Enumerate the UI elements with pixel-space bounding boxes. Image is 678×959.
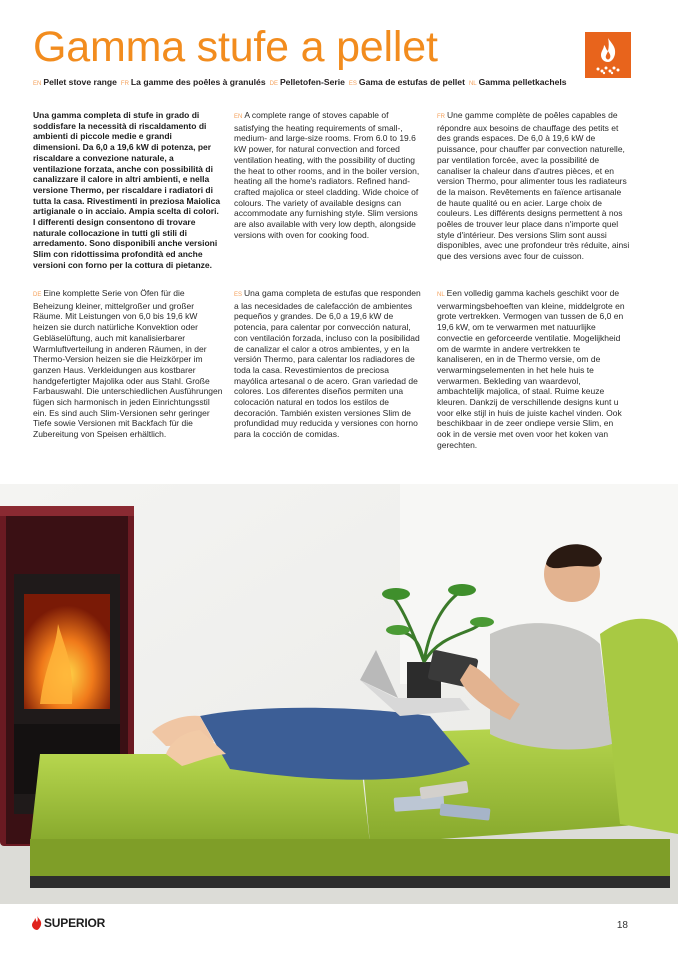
body-french: FR Une gamme complète de poêles capables de répondre aux besoins de chauffage des petits et des grands espaces. De 6,0 à 19,6 kW de puissance, pour chauffer par convection naturelle, par ventilation forcée, avec la possibilité de canaliser la chaleur dans d'autres pièces, et en version Thermo, pour alimenter tous les radiateurs de la maison. Revêtements en faïence artisanale de haute qualité ou en acier. Large choix de couleurs. Les différents designs permettent à nos poêles de trouver leur place dans n'importe quel style d'intérieur. Des versions Slim sont aussi disponibles, avec une profondeur très réduite, ainsi que des versions avec four de cuisson.	[437, 110, 630, 262]
subtitle-nl: NL Gamma pelletkachels	[468, 77, 567, 87]
subtitle-es: ES Gama de estufas de pellet	[348, 77, 465, 87]
body-english: EN A complete range of stoves capable of satisfying the heating requirements of small-, medium- and large-size rooms. From 6.0 to 19.6 kW power, for natural convection and forced ventilation heating, with the possibility of ducting the heat to other rooms, and in the boiler version, heating all the home's radiators. Refined hand-crafted majolica or steel cladding. Wide choice of colours. The variety of available designs can accommodate any furnishing style. Slim versions are also available with very low depth, alongside versions with oven for cooking food.	[234, 110, 420, 240]
superior-flame-icon	[32, 916, 42, 930]
body-dutch: NL Een volledig gamma kachels geschikt voor de verwarmingsbehoeften van kleine, middelgrote en grote vertrekken. Vermogen van tussen de 6,0 en 19,6 kW, om te verwarmen met natuurlijke convectie en geforceerde ventilatie. Mogelijkheid om de warmte in andere vertrekken te kanaliseren, en in de Thermo versie, om de verwarmingselementen in het hele huis te verwarmen. Bekleding van waardevol, ambachtelijk majolica, of staal. Ruime keuze kleuren. Dankzij de verschillende designs kunt u voor elke stijl in huis de juiste kachel vinden. Ook beschikbaar in de zeer ondiepe versie Slim, en ook in de versie met oven voor het koken van gerechten.	[437, 288, 625, 450]
body-german: DE Eine komplette Serie von Öfen für die Beheizung kleiner, mittelgroßer und großer Räume. Mit Leistungen von 6,0 bis 19,6 kW heizen sie durch natürliche Konvektion oder Gebläselüftung, auch mit kanalisierbarer Warmluftverteilung in anderen Räumen, in der Thermo-Version heizen sie die Heizkörper im ganzen Haus. Verkleidungen aus kostbarer handgefertigter Majolika oder aus Stahl. Große Farbauswahl. Die unterschiedlichen Ausführungen fügen sich harmonisch in jeden Einrichtungsstil ein. Es sind auch Slim-Versionen sehr geringer Tiefe sowie Versionen mit Backfach für die Zubereitung von Speisen erhältlich.	[33, 288, 223, 440]
brand-logo	[32, 916, 105, 930]
language-subtitles	[33, 77, 653, 87]
flame-logo-icon	[585, 32, 631, 78]
lifestyle-photo	[0, 484, 678, 904]
page-number: 18	[616, 920, 628, 931]
page-title: Gamma stufe a pellet	[33, 23, 438, 71]
brand-name: SUPERIOR	[44, 916, 106, 930]
body-italian: Una gamma completa di stufe in grado di soddisfare la necessità di riscaldamento di ambienti di piccole medie e grandi dimensioni. Da 6,0 a 19,6 kW di potenza, per riscaldare a convezione naturale, a ventilazione forzata, anche con possibilità di canalizzare il calore in altri ambienti, e nella versione Thermo, per riscaldare i radiatori di tutta la casa. Rivestimenti in preziosa Maiolica artigianale o in acciaio. Ampia scelta di colori. I differenti design consentono di trovare naturale collocazione in tutti gli stili di arredamento. Sono disponibili anche versioni Slim con ridottissima profondità ed anche versioni con forno per la cottura di pietanze.	[33, 110, 221, 270]
subtitle-fr: FR La gamme des poêles à granulés	[120, 77, 266, 87]
subtitle-en: EN Pellet stove range	[33, 77, 117, 87]
body-spanish: ES Una gama completa de estufas que responden a las necesidades de calefacción de ambientes pequeños y grandes. De 6,0 a 19,6 kW de potencia, para calentar por convección natural, con ventilación forzada, incluso con la posibilidad de canalizar el calor a otros ambientes, y en la versión Thermo, para calentar los radiadores de toda la casa. Revestimientos de preciosa mayólica artesanal o de acero. Gran variedad de colores. Los diferentes diseños permiten una colocación natural en todos los estilos de decoración. También existen versiones Slim de profundidad muy reducida y versiones con horno para la cocción de comidas.	[234, 288, 421, 440]
subtitle-de: DE Pelletofen-Serie	[269, 77, 345, 87]
